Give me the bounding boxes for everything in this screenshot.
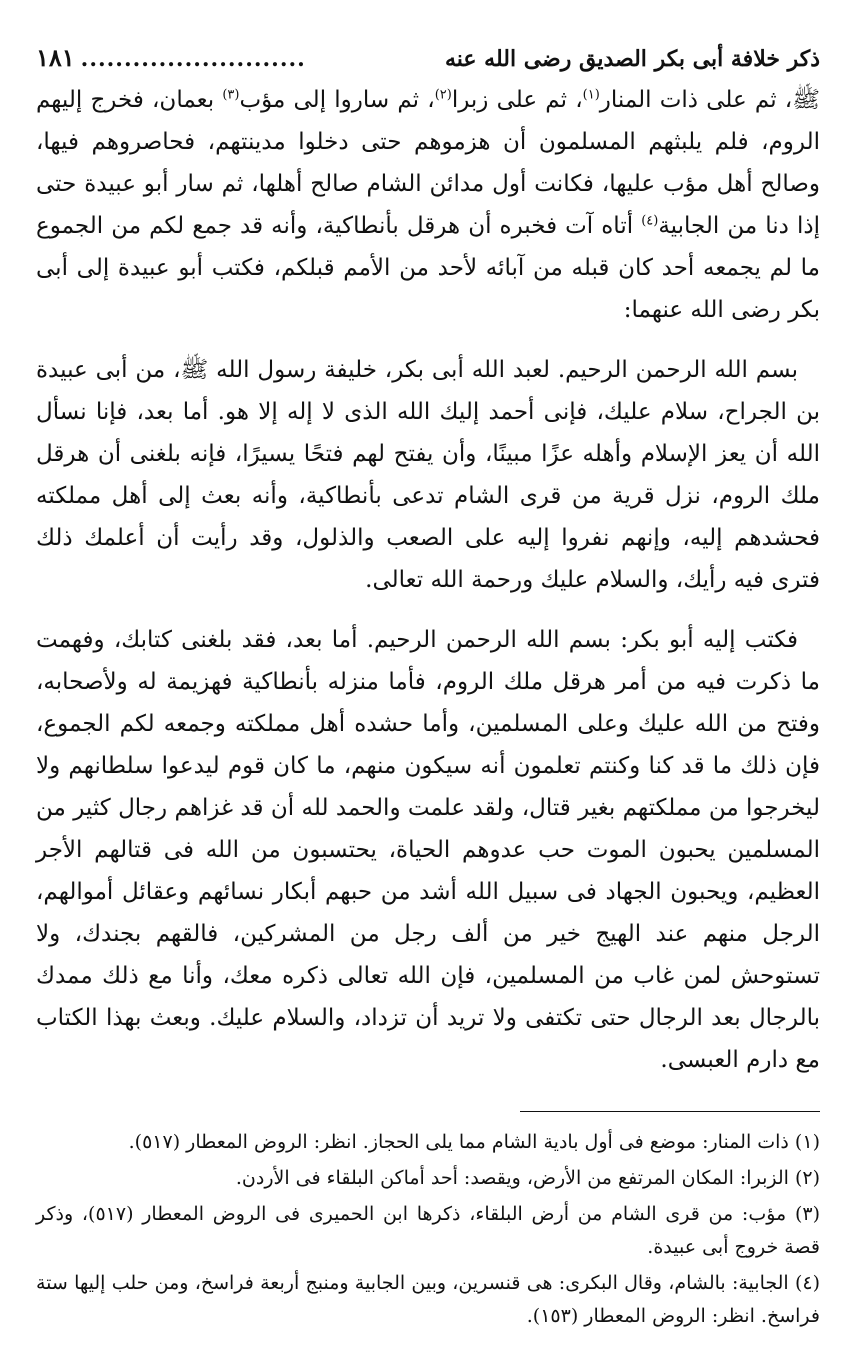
paragraph-3-reply: فكتب إليه أبو بكر: بسم الله الرحمن الرحيم. أما بعد، فقد بلغنى كتابك، وفهمت ما ذكرت فيه من أمر هرقل ملك الروم، فأما منزله بأنطاكية فهزيمة له ولأصحابه، وفتح من الله عليك وعلى المسلمين، وأما حشده أهل مملكته وجمعه لكم الجموع، فإن ذلك ما قد كنا وكنتم تعلمون أنه سيكون منهم، ما كان قوم ليدعوا سلطانهم ولا ليخرجوا من مملكتهم بغير قتال، ولقد علمت والحمد لله أن قد غزاهم رجال كثير من المسلمين يحبون الموت حب عدوهم الحياة، يحتسبون من الله فى قتالهم الأجر العظيم، ويحبون الجهاد فى سبيل الله أشد من حبهم أبكار نسائهم وعقائل أموالهم، الرجل منهم عند الهيج خير من ألف رجل من المشركين، فالقهم بجندك، ولا تستوحش لمن غاب من المسلمين، فإن الله تعالى ذكره معك، وأنا مع ذلك ممدك بالرجال بعد الرجال حتى تكتفى ولا تريد أن تزداد، والسلام عليك. وبعث بهذا الكتاب مع دارم العبسى. bbox=[36, 627, 820, 1073]
header-title: ذكر خلافة أبى بكر الصديق رضى الله عنه bbox=[444, 46, 820, 72]
paragraph-1-text-4: بعمان، فخرج إليهم الروم، فلم يلبثهم المسلمون أن هزموهم حتى دخلوا مدينتهم، فحاصروهم فيها، وصالح أهل مؤب عليها، فكانت أول مدائن الشام صالح أهلها، ثم سار أبو عبيدة حتى إذا دنا من الجابية bbox=[36, 87, 820, 239]
footnote-ref-3: (٣) bbox=[222, 87, 240, 103]
paragraph-1-text-2: ، ثم على زبرا bbox=[451, 87, 583, 113]
footnote-1: (١) ذات المنار: موضع فى أول بادية الشام مما يلى الحجاز. انظر: الروض المعطار (٥١٧). bbox=[128, 1131, 820, 1153]
page-number: ١٨١ bbox=[36, 43, 75, 72]
footnote-2: (٢) الزبرا: المكان المرتفع من الأرض، ويقصد: أحد أماكن البلقاء فى الأردن. bbox=[235, 1167, 820, 1189]
footnotes bbox=[36, 1126, 820, 1333]
running-header bbox=[36, 40, 820, 77]
paragraph-1-text-1: ﷺ، ثم على ذات المنار bbox=[599, 87, 821, 113]
footnote-4: (٤) الجابية: بالشام، وقال البكرى: هى قنسرين، وبين الجابية ومنبج أربعة فراسخ، ومن حلب إليها ستة فراسخ. انظر: الروض المعطار (١٥٣). bbox=[36, 1272, 820, 1327]
footnote-divider bbox=[520, 1111, 820, 1112]
footnote-ref-4: (٤) bbox=[641, 213, 659, 229]
paragraph-1 bbox=[36, 79, 820, 331]
footnote-3: (٣) مؤب: من قرى الشام من أرض البلقاء، ذكرها ابن الحميرى فى الروض المعطار (٥١٧)، وذكر قصة خروج أبى عبيدة. bbox=[36, 1203, 820, 1258]
footnote-ref-2: (٢) bbox=[434, 87, 452, 103]
footnote-ref-1: (١) bbox=[582, 87, 600, 103]
paragraph-1-text-5: أتاه آت فخبره أن هرقل بأنطاكية، وأنه قد جمع لكم من الجموع ما لم يجمعه أحد كان قبله من آبائه لأحد من الأمم قبلكم، فكتب أبو عبيدة إلى أبى بكر رضى الله عنهما: bbox=[36, 213, 820, 323]
paragraph-1-text-3: ، ثم ساروا إلى مؤب bbox=[239, 87, 435, 113]
paragraph-2-letter: بسم الله الرحمن الرحيم. لعبد الله أبى بكر، خليفة رسول الله ﷺ، من أبى عبيدة بن الجراح، سلام عليك، فإنى أحمد إليك الله الذى لا إله إلا هو. أما بعد، فإنا نسأل الله أن يعز الإسلام وأهله عزًا مبينًا، وأن يفتح لهم فتحًا يسيرًا، فإنه بلغنى أن هرقل ملك الروم، نزل قرية من قرى الشام تدعى بأنطاكية، وأنه بعث إلى أهل مملكته فحشدهم إليه، وإنهم نفروا إليه على الصعب والذلول، وقد رأيت أن أعلمك ذلك فترى فيه رأيك، والسلام عليك ورحمة الله تعالى. bbox=[36, 357, 820, 593]
header-dots: .......................... bbox=[80, 46, 306, 72]
